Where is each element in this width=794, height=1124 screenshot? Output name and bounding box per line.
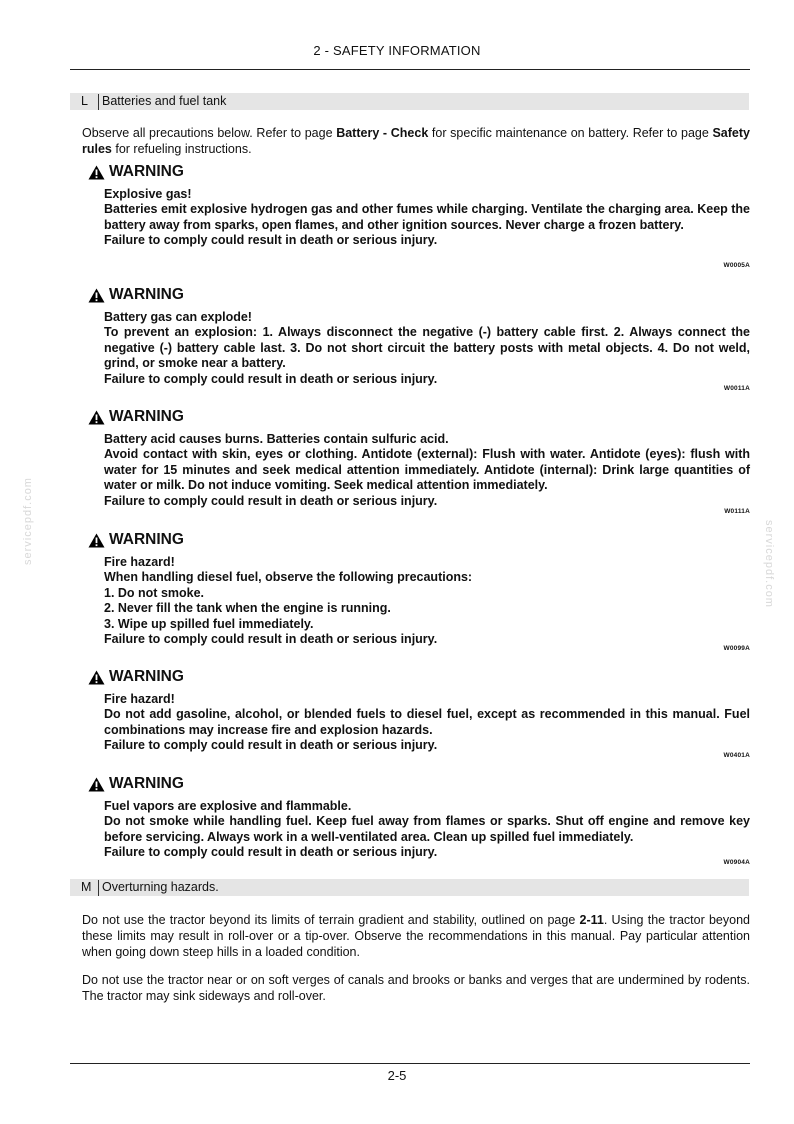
warning-heading-text: WARNING: [109, 668, 184, 685]
warning-heading: [88, 408, 184, 426]
page-number: 2-5: [387, 1068, 407, 1083]
warning-line: Fire hazard!: [104, 555, 175, 569]
warning-line: Fire hazard!: [104, 692, 175, 706]
warning-body: [104, 799, 750, 861]
warning-line: Failure to comply could result in death or serious injury.: [104, 632, 438, 647]
warning-line: Failure to comply could result in death or serious injury.: [104, 493, 438, 508]
watermark-right: servicepdf.com: [763, 520, 775, 608]
warning-line: Do not add gasoline, alcohol, or blended fuels to diesel fuel, except as recommended in this manual. Fuel combinations may increase fire and explosion hazards.: [104, 707, 750, 737]
warning-heading: [88, 163, 184, 181]
warning-heading: [88, 775, 184, 793]
warning-line: 1. Do not smoke.: [104, 585, 205, 600]
warning-body: [104, 187, 750, 249]
warning-line: Failure to comply could result in death or serious injury.: [104, 845, 438, 860]
intro-text-3: for refueling instructions.: [111, 142, 252, 156]
warning-code: W0005A: [723, 262, 750, 269]
safety-rules-link-text: Safety rules: [82, 126, 750, 156]
page-reference: 2-11: [579, 913, 604, 927]
batteries-intro-paragraph: [82, 125, 750, 157]
warning-line: 3. Wipe up spilled fuel immediately.: [104, 616, 314, 631]
warning-line: Fuel vapors are explosive and flammable.: [104, 799, 352, 813]
warning-code: W0099A: [723, 645, 750, 652]
overturning-text-2: . Using the tractor beyond these limits may result in roll-over or a tip-over. Observe the recommendations in this manual. Pay particular attention when going down steep hills in a loaded condition.: [82, 913, 750, 959]
intro-text-1: Observe all precautions below. Refer to page: [82, 126, 337, 140]
warning-line: Failure to comply could result in death or serious injury.: [104, 233, 438, 248]
intro-text-2: for specific maintenance on battery. Refer to page: [428, 126, 713, 140]
warning-line: Battery gas can explode!: [104, 310, 252, 324]
section-divider: [98, 880, 99, 896]
warning-triangle-icon: [88, 670, 105, 685]
section-title: Batteries and fuel tank: [102, 94, 227, 108]
warning-triangle-icon: [88, 288, 105, 303]
section-title: Overturning hazards.: [102, 880, 219, 894]
warning-code: W0401A: [723, 752, 750, 759]
warning-heading-text: WARNING: [109, 163, 184, 180]
warning-triangle-icon: [88, 410, 105, 425]
watermark-left: servicepdf.com: [22, 477, 34, 565]
warning-triangle-icon: [88, 533, 105, 548]
warning-triangle-icon: [88, 165, 105, 180]
warning-body: [104, 555, 750, 647]
section-bar-batteries: [70, 93, 749, 110]
warning-heading-text: WARNING: [109, 531, 184, 548]
header-rule: [70, 69, 750, 70]
warning-body: [104, 310, 750, 387]
section-letter: M: [81, 880, 92, 894]
footer-rule: [70, 1063, 750, 1064]
warning-heading-text: WARNING: [109, 286, 184, 303]
warning-line: Explosive gas!: [104, 187, 192, 201]
overturning-text-1: Do not use the tractor beyond its limits of terrain gradient and stability, outlined on page: [82, 913, 580, 927]
warning-line: Do not smoke while handling fuel. Keep fuel away from flames or sparks. Shut off engine and remove key before servicing. Always work in a well-ventilated area. Clean up spilled fuel immediately.: [104, 814, 750, 844]
warning-heading-text: WARNING: [109, 408, 184, 425]
section-bar-overturning: [70, 879, 749, 896]
warning-body: [104, 692, 750, 754]
warning-line: Battery acid causes burns. Batteries contain sulfuric acid.: [104, 432, 449, 446]
warning-line: 2. Never fill the tank when the engine is running.: [104, 601, 391, 616]
warning-line: Avoid contact with skin, eyes or clothing. Antidote (external): Flush with water. Antidote (eyes): flush with water for 15 minutes and seek medical attention immediately. Antidote (internal): Drink large quantities of water or milk. Do not induce vomiting. Seek medical attention immediately.: [104, 447, 750, 493]
section-letter: L: [81, 94, 88, 108]
warning-line: Failure to comply could result in death or serious injury.: [104, 738, 438, 753]
overturning-paragraph-1: [82, 912, 750, 960]
warning-triangle-icon: [88, 777, 105, 792]
header-title: 2 - SAFETY INFORMATION: [313, 43, 481, 58]
warning-line: Failure to comply could result in death or serious injury.: [104, 371, 438, 386]
section-divider: [98, 94, 99, 110]
warning-line: Batteries emit explosive hydrogen gas and other fumes while charging. Ventilate the charging area. Keep the battery away from sparks, open flames, and other ignition sources. Never charge a frozen battery.: [104, 202, 751, 232]
warning-code: W0111A: [724, 508, 750, 515]
warning-heading: [88, 668, 184, 686]
warning-body: [104, 432, 750, 509]
warning-heading-text: WARNING: [109, 775, 184, 792]
battery-check-link-text: Battery - Check: [336, 126, 429, 140]
warning-code: W0011A: [723, 385, 750, 392]
warning-heading: [88, 531, 184, 549]
overturning-paragraph-2: Do not use the tractor near or on soft verges of canals and brooks or banks and verges that are undermined by rodents. The tractor may sink sideways and roll-over.: [82, 973, 750, 1003]
warning-code: W0904A: [723, 859, 750, 866]
warning-line: When handling diesel fuel, observe the following precautions:: [104, 570, 473, 585]
warning-line: To prevent an explosion: 1. Always disconnect the negative (-) battery cable first. 2. Always connect the negative (-) battery cable last. 3. Do not short circuit the battery posts with metal objects. 4. Do not weld, grind, or smoke near a battery.: [104, 325, 750, 371]
warning-heading: [88, 286, 184, 304]
